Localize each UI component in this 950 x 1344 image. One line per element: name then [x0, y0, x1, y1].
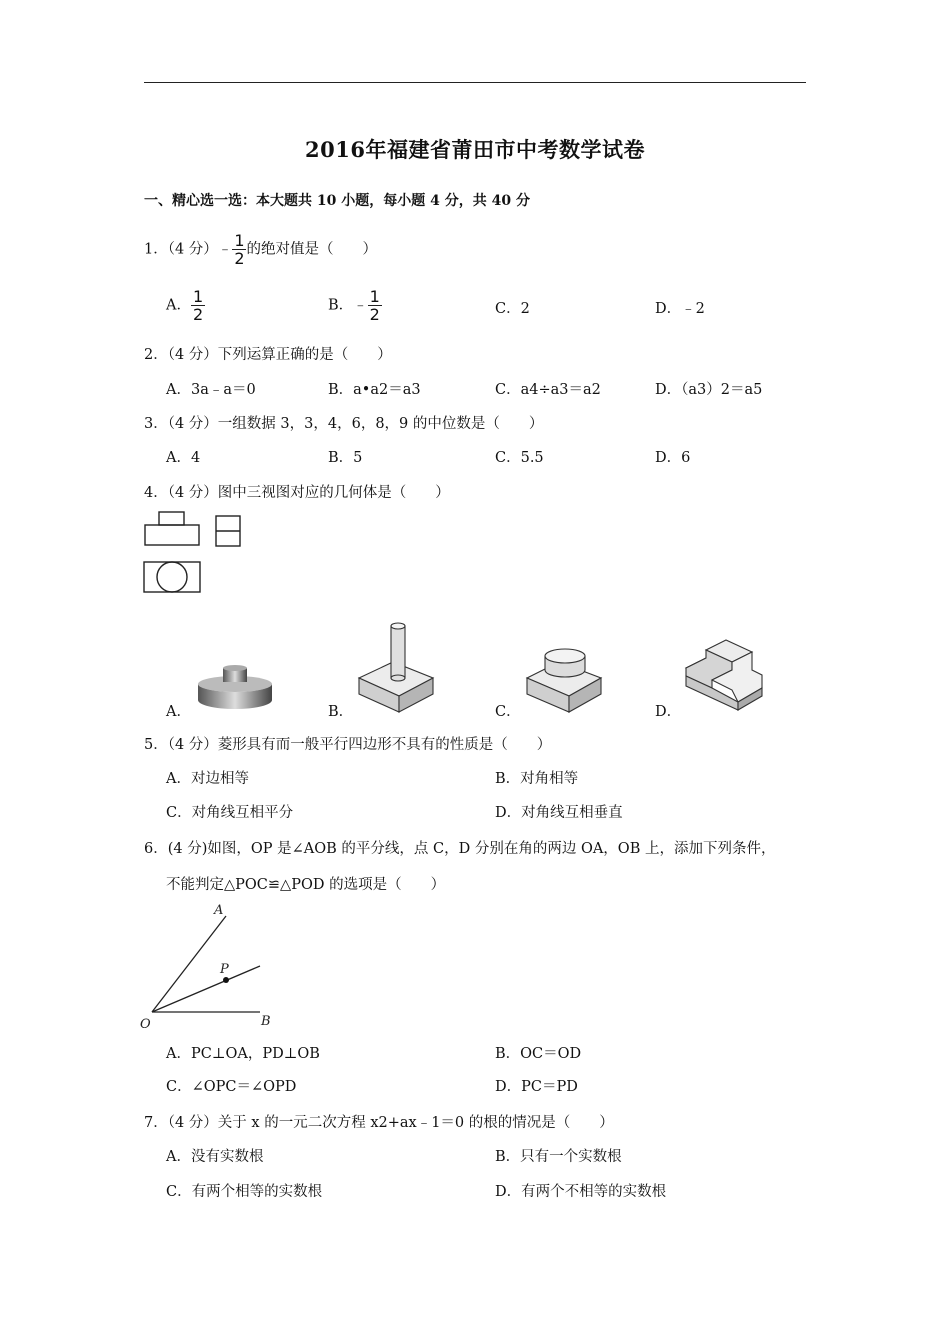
- q3-option-d[interactable]: D．6: [655, 450, 691, 466]
- page-title: 2016年福建省莆田市中考数学试卷: [305, 137, 645, 162]
- q4-option-d[interactable]: D．: [655, 704, 682, 720]
- three-view-diagram: [140, 508, 250, 600]
- q1-option-d[interactable]: D．﹣2: [655, 301, 705, 317]
- q5-option-c[interactable]: C．对角线互相平分: [166, 805, 294, 821]
- question-6-stem-line1: 6．(4 分)如图，OP 是∠AOB 的平分线，点 C，D 分别在角的两边 OA，OB 上，添加下列条件，: [144, 841, 776, 857]
- solid-c-block-with-disc: [523, 640, 608, 715]
- question-2-stem: 2．（4 分）下列运算正确的是（ ）: [144, 347, 392, 363]
- question-7-stem: 7．（4 分）关于 x 的一元二次方程 x2+ax﹣1＝0 的根的情况是（ ）: [144, 1115, 614, 1131]
- q5-option-b[interactable]: B．对角相等: [495, 771, 579, 787]
- q2-option-c[interactable]: C．a4÷a3＝a2: [495, 382, 601, 398]
- fraction: $\frac{1}{2}$: [234, 231, 245, 268]
- question-1-stem: 1．（4 分）﹣ $\frac{1}{2}$ 的绝对值是（ ）: [144, 231, 377, 268]
- q3-option-b[interactable]: B．5: [328, 450, 363, 466]
- question-6-stem-line2: 不能判定△POC≌△POD 的选项是（ ）: [166, 877, 446, 893]
- q5-option-a[interactable]: A．对边相等: [166, 771, 249, 787]
- q4-option-b[interactable]: B．: [328, 704, 354, 720]
- solid-a-cylinder-ring: [190, 660, 280, 715]
- q6-option-d[interactable]: D．PC＝PD: [495, 1079, 578, 1095]
- q1-option-b[interactable]: B．﹣ $\frac{1}{2}$: [328, 287, 380, 324]
- q4-option-c[interactable]: C．: [495, 704, 521, 720]
- q7-option-d[interactable]: D．有两个不相等的实数根: [495, 1184, 667, 1200]
- point-b-label: B: [261, 1014, 271, 1029]
- angle-bisector-figure: [138, 900, 283, 1032]
- q2-option-a[interactable]: A．3a﹣a＝0: [166, 382, 256, 398]
- q3-option-a[interactable]: A．4: [166, 450, 201, 466]
- q2-option-d[interactable]: D．（a3）2＝a5: [655, 382, 763, 398]
- q1-option-a[interactable]: A． $\frac{1}{2}$: [166, 287, 204, 324]
- fraction: $\frac{1}{2}$: [192, 287, 204, 324]
- q6-option-c[interactable]: C．∠OPC＝∠OPD: [166, 1079, 297, 1095]
- point-a-label: A: [214, 903, 224, 918]
- q7-option-c[interactable]: C．有两个相等的实数根: [166, 1184, 323, 1200]
- q7-option-a[interactable]: A．没有实数根: [166, 1149, 264, 1165]
- q3-option-c[interactable]: C．5.5: [495, 450, 544, 466]
- q5-option-d[interactable]: D．对角线互相垂直: [495, 805, 623, 821]
- q1-option-c[interactable]: C．2: [495, 301, 530, 317]
- q4-option-a[interactable]: A．: [166, 704, 191, 720]
- solid-b-block-with-cylinder: [355, 620, 440, 715]
- q2-option-b[interactable]: B．a•a2＝a3: [328, 382, 421, 398]
- fraction: $\frac{1}{2}$: [369, 287, 380, 324]
- q6-option-a[interactable]: A．PC⊥OA，PD⊥OB: [166, 1046, 320, 1062]
- point-o-label: O: [140, 1017, 151, 1032]
- question-4-stem: 4．（4 分）图中三视图对应的几何体是（ ）: [144, 485, 450, 501]
- header-rule: [144, 82, 806, 83]
- question-5-stem: 5．（4 分）菱形具有而一般平行四边形不具有的性质是（ ）: [144, 737, 552, 753]
- q6-option-b[interactable]: B．OC＝OD: [495, 1046, 582, 1062]
- section-heading: 一、精心选一选：本大题共 10 小题，每小题 4 分，共 40 分: [144, 193, 530, 209]
- q7-option-b[interactable]: B．只有一个实数根: [495, 1149, 622, 1165]
- point-p-label: P: [220, 962, 229, 977]
- question-3-stem: 3．（4 分）一组数据 3，3，4，6，8，9 的中位数是（ ）: [144, 416, 544, 432]
- solid-d-stepped-block: [682, 630, 767, 715]
